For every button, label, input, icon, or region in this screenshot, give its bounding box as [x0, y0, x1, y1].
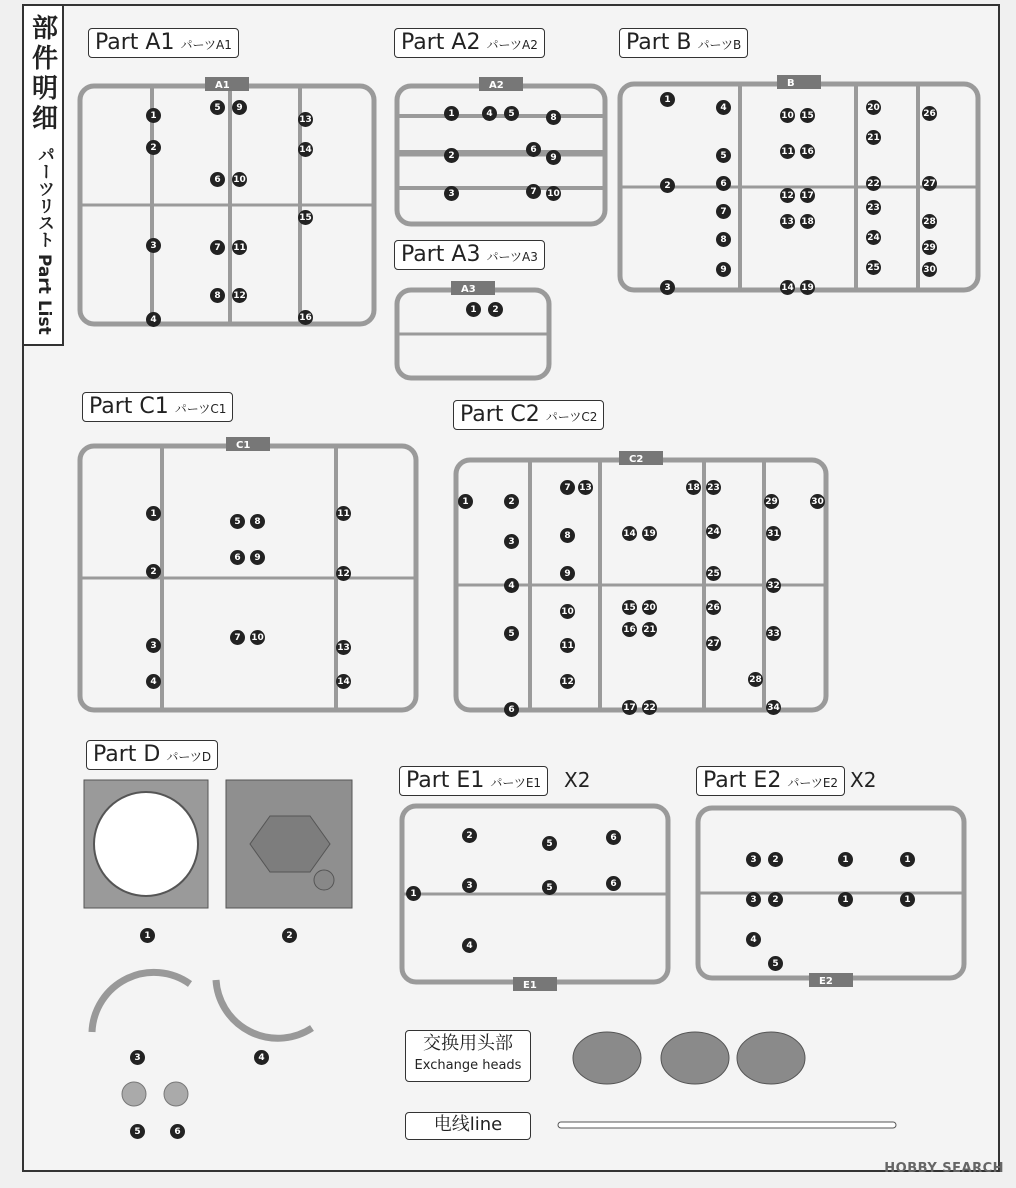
part-number-badge: 1 [838, 852, 853, 867]
part-number-badge: 1 [900, 852, 915, 867]
part-number-badge: 8 [250, 514, 265, 529]
wire-illustration [555, 1116, 900, 1136]
part-number-badge: 30 [922, 262, 937, 277]
part-number-badge: 14 [336, 674, 351, 689]
part-number-badge: 3 [660, 280, 675, 295]
part-number-badge: 30 [810, 494, 825, 509]
part-number-badge: 5 [130, 1124, 145, 1139]
runner-tag-label-e2: E2 [819, 976, 833, 987]
part-number-badge: 15 [800, 108, 815, 123]
part-number-badge: 4 [254, 1050, 269, 1065]
part-number-badge: 8 [546, 110, 561, 125]
part-number-badge: 1 [146, 506, 161, 521]
part-number-badge: 6 [210, 172, 225, 187]
part-number-badge: 23 [706, 480, 721, 495]
part-number-badge: 5 [504, 626, 519, 641]
part-number-badge: 3 [130, 1050, 145, 1065]
head-1-icon [573, 1032, 641, 1084]
part-number-badge: 2 [504, 494, 519, 509]
part-number-badge: 33 [766, 626, 781, 641]
part-number-badge: 11 [336, 506, 351, 521]
part-number-badge: 5 [504, 106, 519, 121]
part-number-badge: 1 [660, 92, 675, 107]
part-number-badge: 4 [146, 312, 161, 327]
part-number-badge: 10 [780, 108, 795, 123]
part-number-badge: 16 [622, 622, 637, 637]
title-part-d: Part D パーツD [86, 740, 218, 770]
part-number-badge: 29 [922, 240, 937, 255]
part-number-badge: 15 [298, 210, 313, 225]
part-number-badge: 12 [560, 674, 575, 689]
runner-c1 [80, 437, 416, 710]
part-number-badge: 10 [546, 186, 561, 201]
part-number-badge: 14 [780, 280, 795, 295]
title-part-e2: Part E2 パーツE2 [696, 766, 845, 796]
part-number-badge: 11 [232, 240, 247, 255]
runner-tag-label-a2: A2 [489, 80, 504, 91]
runner-e1 [402, 806, 668, 991]
runner-tag-label-e1: E1 [523, 980, 537, 991]
part-number-badge: 2 [768, 852, 783, 867]
head-2-icon [661, 1032, 729, 1084]
part-number-badge: 6 [606, 876, 621, 891]
part-number-badge: 17 [622, 700, 637, 715]
title-part-c1: Part C1 パーツC1 [82, 392, 233, 422]
part-number-badge: 31 [766, 526, 781, 541]
runner-a1 [80, 77, 374, 324]
part-number-badge: 1 [146, 108, 161, 123]
part-number-badge: 2 [768, 892, 783, 907]
part-number-badge: 18 [800, 214, 815, 229]
part-number-badge: 10 [232, 172, 247, 187]
part-number-badge: 7 [210, 240, 225, 255]
part-number-badge: 12 [780, 188, 795, 203]
runner-tag-b [777, 75, 821, 89]
qty-e2: X2 [850, 768, 877, 792]
part-d1-hole [94, 792, 198, 896]
head-3-icon [737, 1032, 805, 1084]
part-number-badge: 28 [748, 672, 763, 687]
part-number-badge: 20 [866, 100, 881, 115]
title-part-e1: Part E1 パーツE1 [399, 766, 548, 796]
part-number-badge: 34 [766, 700, 781, 715]
part-number-badge: 20 [642, 600, 657, 615]
part-number-badge: 3 [462, 878, 477, 893]
part-number-badge: 10 [250, 630, 265, 645]
watermark: HOBBY SEARCH [884, 1161, 1004, 1176]
side-tab-vertical: パーツリスト Part List [34, 146, 54, 335]
part-number-badge: 19 [800, 280, 815, 295]
part-number-badge: 19 [642, 526, 657, 541]
part-number-badge: 29 [764, 494, 779, 509]
part-number-badge: 28 [922, 214, 937, 229]
part-number-badge: 10 [560, 604, 575, 619]
part-number-badge: 7 [560, 480, 575, 495]
part-number-badge: 8 [716, 232, 731, 247]
part-number-badge: 12 [336, 566, 351, 581]
title-part-a3: Part A3 パーツA3 [394, 240, 545, 270]
part-number-badge: 13 [578, 480, 593, 495]
part-number-badge: 7 [230, 630, 245, 645]
part-number-badge: 1 [458, 494, 473, 509]
runner-tag-label-c1: C1 [236, 440, 251, 451]
part-number-badge: 5 [542, 880, 557, 895]
part-number-badge: 6 [230, 550, 245, 565]
part-number-badge: 1 [900, 892, 915, 907]
part-number-badge: 3 [504, 534, 519, 549]
part-number-badge: 6 [170, 1124, 185, 1139]
exchange-heads-label: 交换用头部 Exchange heads [405, 1030, 531, 1082]
part-number-badge: 9 [250, 550, 265, 565]
part-d3-arc [92, 972, 190, 1032]
part-d4-arc [216, 980, 312, 1038]
part-number-badge: 1 [838, 892, 853, 907]
part-number-badge: 32 [766, 578, 781, 593]
part-number-badge: 6 [504, 702, 519, 717]
part-number-badge: 12 [232, 288, 247, 303]
part-number-badge: 5 [542, 836, 557, 851]
part-number-badge: 1 [466, 302, 481, 317]
part-number-badge: 1 [140, 928, 155, 943]
part-number-badge: 5 [716, 148, 731, 163]
part-number-badge: 5 [210, 100, 225, 115]
part-d6-disc [164, 1082, 188, 1106]
part-number-badge: 13 [336, 640, 351, 655]
part-d5-disc [122, 1082, 146, 1106]
part-number-badge: 9 [716, 262, 731, 277]
part-number-badge: 27 [706, 636, 721, 651]
part-number-badge: 6 [526, 142, 541, 157]
part-number-badge: 5 [768, 956, 783, 971]
part-number-badge: 26 [706, 600, 721, 615]
runner-a3 [397, 281, 549, 378]
part-number-badge: 4 [146, 674, 161, 689]
wire-line [558, 1122, 896, 1128]
part-number-badge: 13 [298, 112, 313, 127]
runner-tag-label-c2: C2 [629, 454, 644, 465]
part-number-badge: 4 [482, 106, 497, 121]
part-number-badge: 16 [298, 310, 313, 325]
part-number-badge: 2 [444, 148, 459, 163]
title-part-b: Part B パーツB [619, 28, 748, 58]
part-number-badge: 1 [444, 106, 459, 121]
part-number-badge: 3 [444, 186, 459, 201]
part-number-badge: 4 [716, 100, 731, 115]
part-number-badge: 21 [866, 130, 881, 145]
part-number-badge: 11 [560, 638, 575, 653]
part-number-badge: 7 [526, 184, 541, 199]
part-number-badge: 17 [800, 188, 815, 203]
part-number-badge: 25 [706, 566, 721, 581]
part-number-badge: 5 [230, 514, 245, 529]
part-number-badge: 4 [504, 578, 519, 593]
part-number-badge: 14 [298, 142, 313, 157]
title-part-a2: Part A2 パーツA2 [394, 28, 545, 58]
part-number-badge: 18 [686, 480, 701, 495]
part-number-badge: 11 [780, 144, 795, 159]
part-number-badge: 2 [282, 928, 297, 943]
part-number-badge: 22 [642, 700, 657, 715]
qty-e1: X2 [564, 768, 591, 792]
runner-tag-label-a3: A3 [461, 284, 476, 295]
part-number-badge: 1 [406, 886, 421, 901]
part-number-badge: 7 [716, 204, 731, 219]
part-number-badge: 8 [560, 528, 575, 543]
part-number-badge: 24 [706, 524, 721, 539]
part-number-badge: 16 [800, 144, 815, 159]
part-number-badge: 22 [866, 176, 881, 191]
part-d2-knob [314, 870, 334, 890]
part-number-badge: 3 [146, 638, 161, 653]
part-number-badge: 25 [866, 260, 881, 275]
part-number-badge: 2 [660, 178, 675, 193]
part-number-badge: 2 [462, 828, 477, 843]
title-part-c2: Part C2 パーツC2 [453, 400, 604, 430]
runner-tag-label-b: B [787, 78, 795, 89]
part-number-badge: 24 [866, 230, 881, 245]
exchange-heads-illustration [565, 1024, 815, 1094]
part-number-badge: 15 [622, 600, 637, 615]
part-d-illustration [80, 776, 360, 1146]
part-number-badge: 3 [746, 852, 761, 867]
runner-tag-label-a1: A1 [215, 80, 230, 91]
part-number-badge: 6 [606, 830, 621, 845]
part-number-badge: 2 [146, 140, 161, 155]
part-number-badge: 26 [922, 106, 937, 121]
part-number-badge: 2 [488, 302, 503, 317]
runner-e2 [698, 808, 964, 987]
title-part-a1: Part A1 パーツA1 [88, 28, 239, 58]
part-number-badge: 6 [716, 176, 731, 191]
part-number-badge: 3 [146, 238, 161, 253]
part-number-badge: 9 [560, 566, 575, 581]
part-number-badge: 14 [622, 526, 637, 541]
part-number-badge: 4 [462, 938, 477, 953]
part-number-badge: 2 [146, 564, 161, 579]
part-number-badge: 4 [746, 932, 761, 947]
side-tab-chinese: 部件明细 [31, 14, 58, 134]
part-number-badge: 9 [546, 150, 561, 165]
part-number-badge: 8 [210, 288, 225, 303]
part-number-badge: 13 [780, 214, 795, 229]
part-number-badge: 27 [922, 176, 937, 191]
runner-a2 [397, 77, 605, 224]
part-number-badge: 9 [232, 100, 247, 115]
part-number-badge: 21 [642, 622, 657, 637]
part-number-badge: 3 [746, 892, 761, 907]
part-number-badge: 23 [866, 200, 881, 215]
wire-label: 电线line [405, 1112, 531, 1140]
